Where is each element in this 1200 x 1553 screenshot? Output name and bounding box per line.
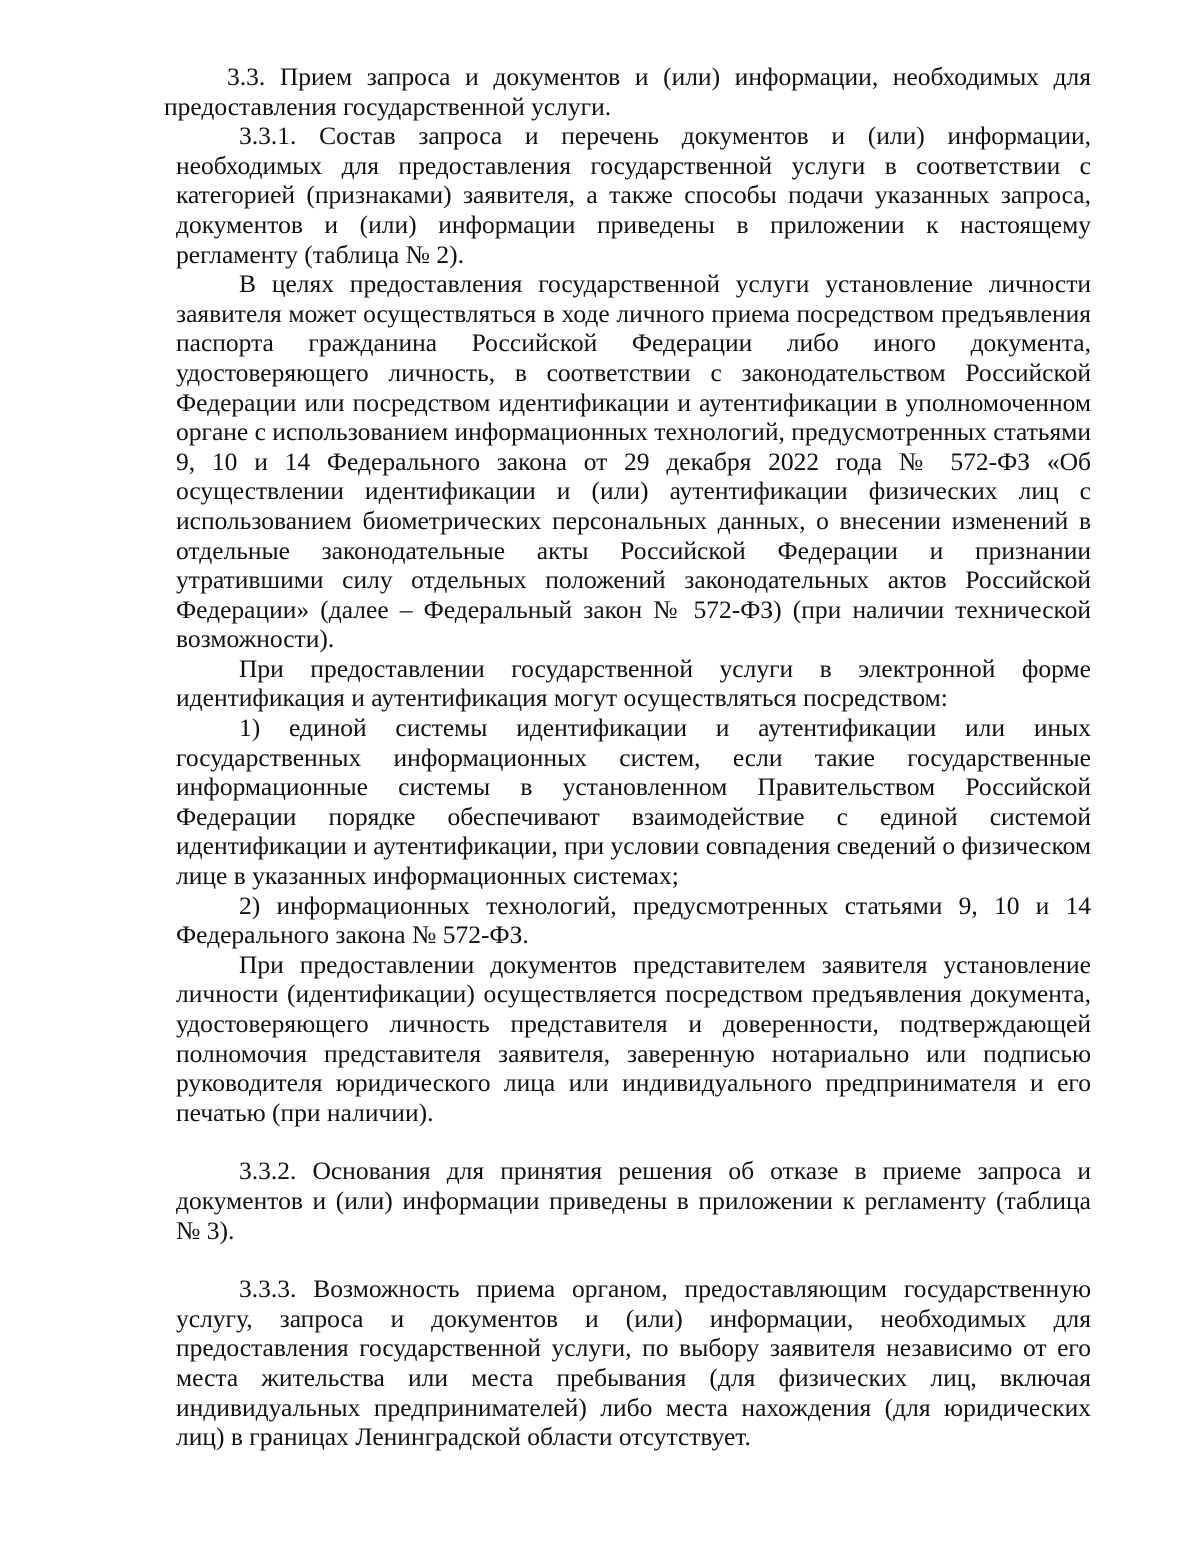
paragraph-representative: При предоставлении документов представителем заявителя установление личности (идентификации) осуществляется посредством предъявления документа, удостоверяющего личность представителя и доверенности, подтверждающей полномочия представителя заявителя, заверенную нотариально или подписью руководителя юридического лица или индивидуального предпринимателя и его печатью (при наличии). bbox=[176, 949, 1091, 1127]
paragraph-3-3-2: 3.3.2. Основания для принятия решения об отказе в приеме запроса и документов и (или) информации приведены в приложении к регламенту (таблица № 3). bbox=[176, 1156, 1091, 1245]
paragraph-3-3-heading: 3.3. Прием запроса и документов и (или) информации, необходимых для предоставления государственной услуги. bbox=[164, 62, 1091, 121]
document-page bbox=[164, 62, 1091, 1452]
list-item-1: 1) единой системы идентификации и аутентификации или иных государственных информационных систем, если такие государственные информационные системы в установленном Правительством Российской Федерации порядке обеспечивают взаимодействие с единой системой идентификации и аутентификации, при условии совпадения сведений о физическом лице в указанных информационных системах; bbox=[176, 713, 1091, 891]
paragraph-3-3-3: 3.3.3. Возможность приема органом, предоставляющим государственную услугу, запроса и документов и (или) информации, необходимых для предоставления государственной услуги, по выбору заявителя независимо от его места жительства или места пребывания (для физических лиц, включая индивидуальных предпринимателей) либо места нахождения (для юридических лиц) в границах Ленинградской области отсутствует. bbox=[176, 1274, 1091, 1452]
list-item-2: 2) информационных технологий, предусмотренных статьями 9, 10 и 14 Федерального закона № 572-ФЗ. bbox=[176, 890, 1091, 950]
paragraph-identity-verification: В целях предоставления государственной услуги установление личности заявителя может осуществляться в ходе личного приема посредством предъявления паспорта гражданина Российской Федерации либо иного документа, удостоверяющего личность, в соответствии с законодательством Российской Федерации или посредством идентификации и аутентификации в уполномоченном органе с использованием информационных технологий, предусмотренных статьями 9, 10 и 14 Федерального закона от 29 декабря 2022 года № 572-ФЗ «Об осуществлении идентификации и (или) аутентификации физических лиц с использованием биометрических персональных данных, о внесении изменений в отдельные законодательные акты Российской Федерации и признании утратившими силу отдельных положений законодательных актов Российской Федерации» (далее – Федеральный закон № 572-ФЗ) (при наличии технической возможности). bbox=[176, 269, 1091, 654]
paragraph-3-3-1: 3.3.1. Состав запроса и перечень документов и (или) информации, необходимых для предоставления государственной услуги в соответствии с категорией (признаками) заявителя, а также способы подачи указанных запроса, документов и (или) информации приведены в приложении к настоящему регламенту (таблица № 2). bbox=[176, 121, 1091, 269]
paragraph-electronic-form: При предоставлении государственной услуги в электронной форме идентификация и аутентификация могут осуществляться посредством: bbox=[176, 653, 1091, 713]
